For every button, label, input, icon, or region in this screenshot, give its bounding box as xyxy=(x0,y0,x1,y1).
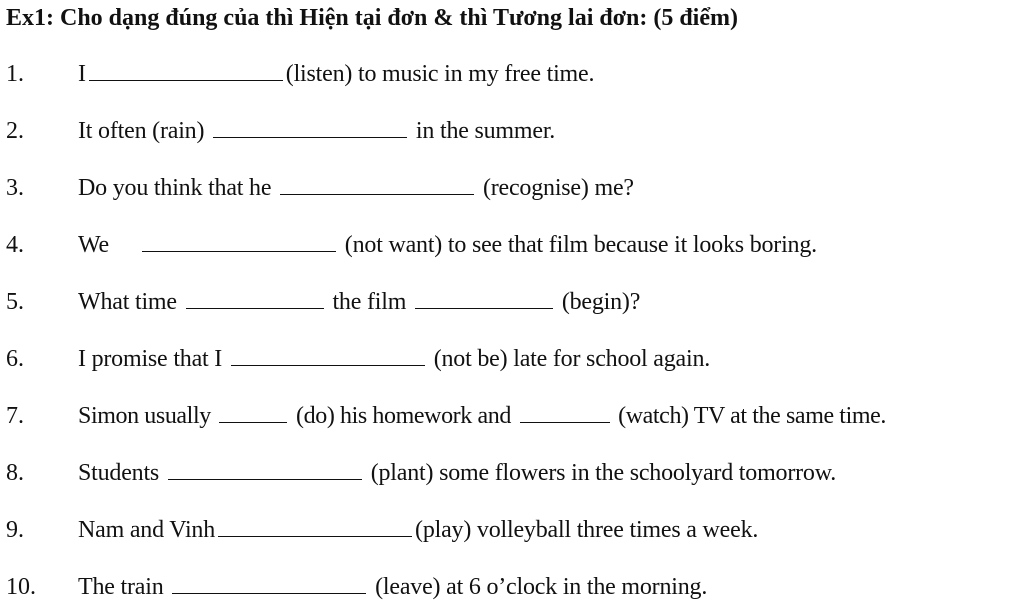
question-text xyxy=(78,228,817,262)
question-8 xyxy=(0,456,1024,490)
answer-blank[interactable] xyxy=(142,229,336,252)
question-1 xyxy=(0,57,1024,91)
answer-blank[interactable] xyxy=(186,286,324,309)
question-text-part: the film xyxy=(332,289,407,315)
question-text xyxy=(78,114,555,148)
question-4 xyxy=(0,228,1024,262)
question-text-part: in the summer. xyxy=(415,118,556,144)
answer-blank[interactable] xyxy=(219,400,287,423)
question-text-part: Nam and Vinh xyxy=(78,517,216,543)
question-text-part: We xyxy=(78,232,109,258)
question-10 xyxy=(0,570,1024,604)
question-7 xyxy=(0,399,1024,433)
answer-blank[interactable] xyxy=(280,172,474,195)
question-text-part: (do) his homework and xyxy=(296,403,511,429)
question-9 xyxy=(0,513,1024,547)
answer-blank[interactable] xyxy=(168,457,362,480)
question-text xyxy=(78,570,707,604)
question-text-part: (listen) to music in my free time. xyxy=(285,61,595,87)
question-3 xyxy=(0,171,1024,205)
question-text xyxy=(78,285,640,319)
question-number: 5. xyxy=(6,289,24,315)
question-text-part: I promise that I xyxy=(78,346,223,372)
question-number: 6. xyxy=(6,346,24,372)
question-text-part: Simon usually xyxy=(78,403,211,429)
question-text xyxy=(78,57,594,91)
question-number: 1. xyxy=(6,61,24,87)
question-text-part: Do you think that he xyxy=(78,175,272,201)
question-text-part: (leave) at 6 o’clock in the morning. xyxy=(375,574,708,600)
question-2 xyxy=(0,114,1024,148)
question-number: 3. xyxy=(6,175,24,201)
answer-blank[interactable] xyxy=(89,58,283,81)
question-text-part: (not want) to see that film because it looks boring. xyxy=(344,232,817,258)
question-text-part: (plant) some flowers in the schoolyard tomorrow. xyxy=(370,460,837,486)
question-text-part: Students xyxy=(78,460,160,486)
answer-blank[interactable] xyxy=(520,400,610,423)
question-text-part: (recognise) me? xyxy=(482,175,634,201)
question-text xyxy=(78,171,634,205)
question-text-part: What time xyxy=(78,289,177,315)
question-number: 7. xyxy=(6,403,24,429)
question-number: 8. xyxy=(6,460,24,486)
question-text-part: (begin)? xyxy=(561,289,641,315)
question-text xyxy=(78,513,758,547)
question-text-part: It often (rain) xyxy=(78,118,205,144)
answer-blank[interactable] xyxy=(415,286,553,309)
exercise-title: Ex1: Cho dạng đúng của thì Hiện tại đơn & thì Tương lai đơn: (5 điểm) xyxy=(6,5,738,31)
question-text xyxy=(78,399,886,433)
question-text-part: (play) volleyball three times a week. xyxy=(415,517,759,543)
question-text-part: I xyxy=(78,61,86,87)
question-number: 10. xyxy=(6,574,36,600)
answer-blank[interactable] xyxy=(231,343,425,366)
question-5 xyxy=(0,285,1024,319)
question-number: 9. xyxy=(6,517,24,543)
question-text-part: (not be) late for school again. xyxy=(433,346,711,372)
answer-blank[interactable] xyxy=(218,514,412,537)
question-text-part: (watch) TV at the same time. xyxy=(618,403,886,429)
question-text-part: The train xyxy=(78,574,164,600)
question-6 xyxy=(0,342,1024,376)
question-text xyxy=(78,456,836,490)
question-text xyxy=(78,342,710,376)
question-number: 2. xyxy=(6,118,24,144)
question-number: 4. xyxy=(6,232,24,258)
answer-blank[interactable] xyxy=(172,571,366,594)
answer-blank[interactable] xyxy=(213,115,407,138)
